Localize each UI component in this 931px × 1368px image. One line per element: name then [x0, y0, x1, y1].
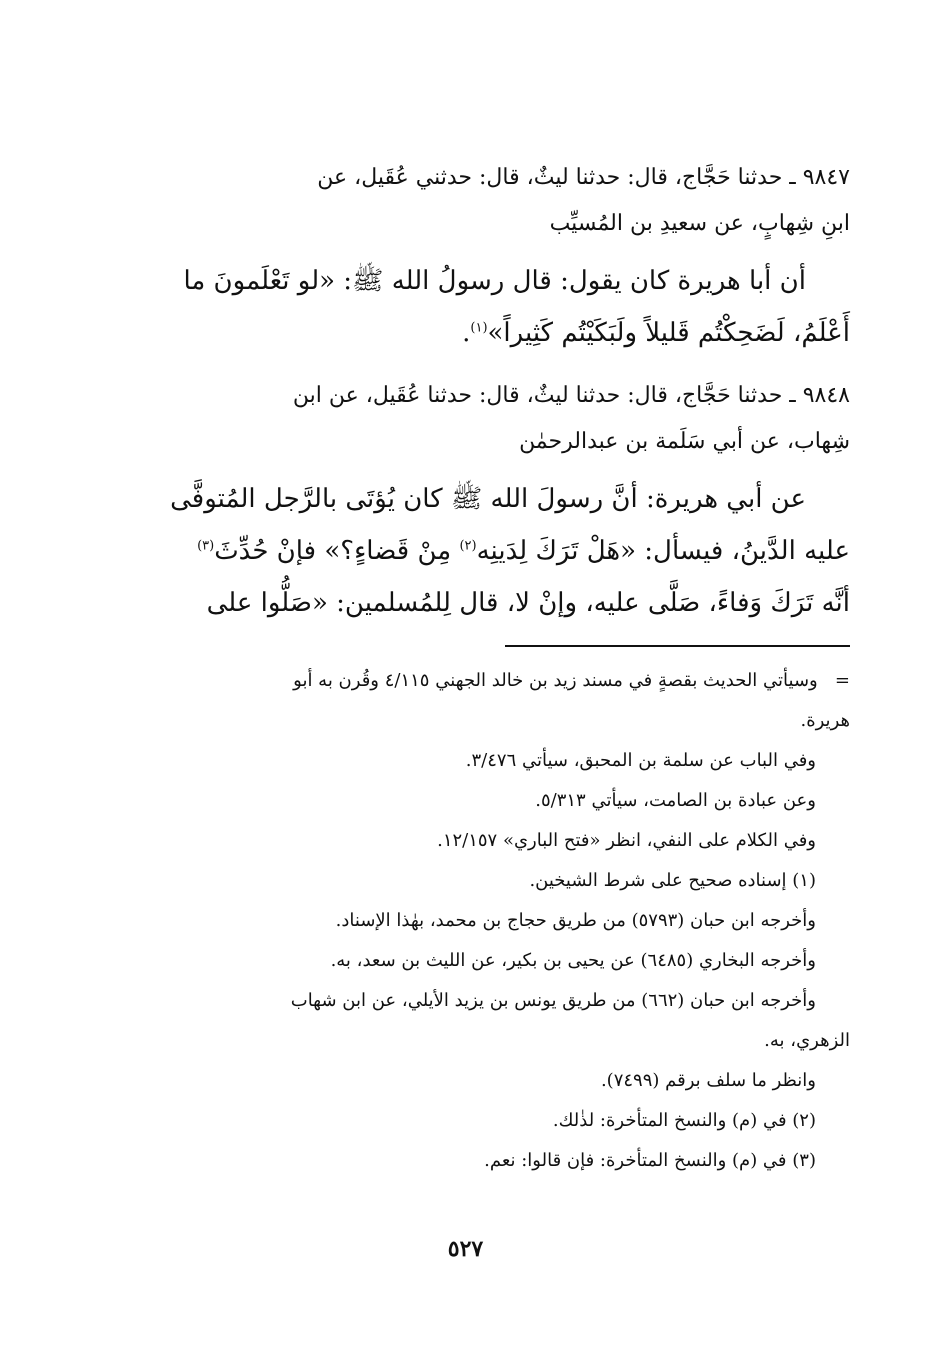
isnad-line: ٩٨٤٨ ـ حدثنا حَجَّاج، قال: حدثنا ليثٌ، قال: حدثنا عُقَيل، عن ابن — [292, 383, 850, 408]
footnotes — [150, 661, 850, 1181]
matn-line: أن أبا هريرة كان يقول: قال رسولُ الله ﷺ: «لو تَعْلَمونَ ما — [183, 266, 806, 296]
isnad-line: ٩٨٤٧ ـ حدثنا حَجَّاج، قال: حدثنا ليثٌ، قال: حدثني عُقَيل، عن — [317, 165, 850, 190]
footnote-3: (٣) في (م) والنسخ المتأخرة: فإن قالوا: نعم. — [484, 1150, 816, 1171]
footnote-line: وأخرجه ابن حبان (٦٦٢) من طريق يونس بن يزيد الأيلي، عن ابن شهاب — [290, 990, 816, 1011]
footnote-divider — [505, 645, 850, 647]
footnote-ref[interactable]: (٢) — [459, 538, 477, 554]
footnote-line: وفي الباب عن سلمة بن المحبق، سيأتي ٣/٤٧٦. — [465, 750, 816, 771]
footnote-line: وانظر ما سلف برقم (٧٤٩٩). — [600, 1070, 816, 1091]
matn-line: أَعْلَمُ، لَضَحِكْتُم قَليلاً ولَبَكَيْتُم كَثِيراً»$^{(١)}$. — [462, 318, 850, 348]
page-body — [150, 155, 850, 1181]
hadith-9847 — [150, 155, 850, 359]
page-number: ٥٢٧ — [447, 1236, 484, 1262]
footnote-ref[interactable]: (٣) — [197, 538, 215, 554]
footnote-line: = وسيأتي الحديث بقصةٍ في مسند زيد بن خالد الجهني ٤/١١٥ وقُرن به أبو — [293, 670, 850, 691]
footnote-ref[interactable]: (١) — [470, 320, 488, 336]
continuation-marker: = — [834, 670, 850, 691]
matn-line: أنَّه تَرَكَ وَفاءً، صَلَّى عليه، وإنْ لا، قال لِلمُسلمين: «صَلُّوا على — [206, 588, 850, 618]
matn-line: عن أبي هريرة: أنَّ رسولَ الله ﷺ كان يُؤتَى بالرَّجل المُتوفَّى — [170, 484, 806, 514]
footnote-line: وأخرجه البخاري (٦٤٨٥) عن يحيى بن بكير، عن الليث بن سعد، به. — [330, 950, 816, 971]
footnote-line: وأخرجه ابن حبان (٥٧٩٣) من طريق حجاج بن محمد، بهٰذا الإسناد. — [335, 910, 816, 931]
footnote-line: وعن عبادة بن الصامت، سيأتي ٥/٣١٣. — [535, 790, 816, 811]
footnote-line: هريرة. — [800, 710, 850, 731]
isnad-line: ابنِ شِهابٍ، عن سعيدِ بن المُسيِّب — [549, 211, 850, 236]
footnote-line: الزهري، به. — [764, 1030, 850, 1051]
footnote-line: وفي الكلام على النفي، انظر «فتح الباري» ١٢/١٥٧. — [437, 830, 816, 851]
footnote-2: (٢) في (م) والنسخ المتأخرة: لذٰلك. — [552, 1110, 816, 1131]
matn-line: عليه الدَّينُ، فيسأل: «هَلْ تَرَكَ لِدَينِه$^{(٢)}$ مِنْ قَضاءٍ؟» فإنْ حُدِّثَ$^{(٣)}$ — [197, 536, 850, 566]
hadith-9848 — [150, 373, 850, 629]
footnote-1: (١) إسناده صحيح على شرط الشيخين. — [529, 870, 816, 891]
isnad-line: شِهاب، عن أبي سَلَمة بن عبدالرحمٰن — [519, 429, 850, 454]
